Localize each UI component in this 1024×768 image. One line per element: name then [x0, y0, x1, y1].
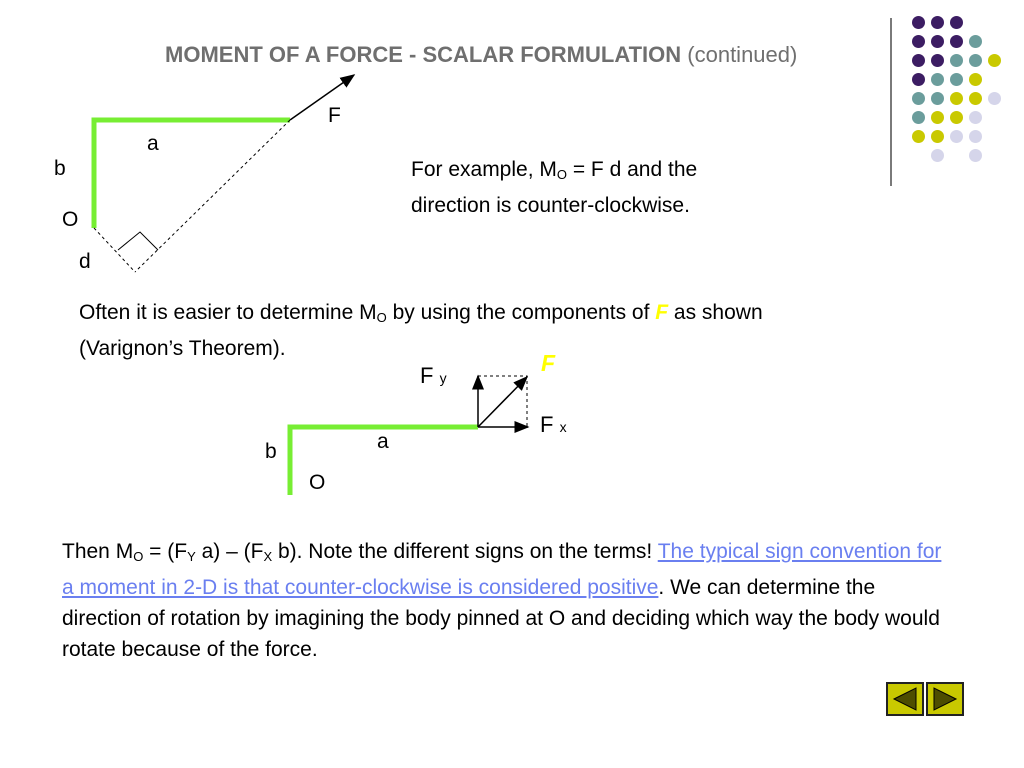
label-Fy-F: F	[420, 363, 434, 388]
decor-dot	[969, 149, 982, 162]
force-F-symbol: F	[655, 301, 669, 324]
concl-sub-x: X	[263, 549, 273, 564]
decor-dot	[931, 92, 944, 105]
concl-text-5: . We can determine the direction of rotation by imagining the body pinned at O and deciding which way the body would rotate because of the force.	[62, 576, 940, 661]
example-sub-o: O	[556, 167, 567, 182]
prev-slide-button[interactable]	[886, 682, 924, 716]
title-bold: MOMENT OF A FORCE - SCALAR FORMULATION	[165, 42, 682, 67]
label-O-2: O	[309, 471, 326, 494]
concl-text-2: = (F	[143, 540, 188, 563]
title-continued: (continued)	[687, 42, 798, 67]
decor-dot	[969, 54, 982, 67]
triangle-left-icon	[892, 686, 918, 712]
decor-dot	[912, 73, 925, 86]
label-b: b	[54, 157, 66, 180]
often-text-1: Often it is easier to determine M	[79, 301, 377, 324]
label-Fx	[540, 412, 567, 438]
conclusion-text	[62, 536, 952, 665]
label-O: O	[62, 208, 79, 231]
force-resultant-vector	[478, 377, 527, 427]
diagram-components	[0, 0, 600, 520]
label-F: F	[328, 104, 341, 127]
decor-dot	[988, 92, 1001, 105]
decor-dot	[931, 149, 944, 162]
concl-text-3: a) – (F	[195, 540, 264, 563]
decor-dot	[931, 73, 944, 86]
label-F-yellow-text: F	[541, 350, 556, 376]
triangle-right-icon	[932, 686, 958, 712]
decor-dot	[950, 92, 963, 105]
label-a: a	[147, 132, 159, 155]
concl-text-4: b). Note the different signs on the terms!	[272, 540, 658, 563]
decor-dot	[912, 54, 925, 67]
decor-dot	[950, 111, 963, 124]
decor-dot	[931, 111, 944, 124]
often-text-4: (Varignon’s Theorem).	[79, 337, 286, 360]
decor-dot	[969, 92, 982, 105]
decor-dot	[912, 111, 925, 124]
decor-dot	[969, 111, 982, 124]
decor-dot	[950, 73, 963, 86]
example-text-2: = F d and the	[567, 158, 698, 181]
label-Fy-sub: y	[439, 370, 447, 386]
label-Fx-sub: x	[559, 419, 567, 435]
decor-dot	[931, 35, 944, 48]
decor-dot	[950, 130, 963, 143]
label-d: d	[79, 250, 91, 273]
often-sub-o: O	[376, 310, 387, 325]
decor-dot	[950, 16, 963, 29]
decor-dot	[950, 54, 963, 67]
example-text-3: direction is counter-clockwise.	[411, 194, 690, 217]
often-text-3: as shown	[668, 301, 763, 324]
concl-sub-y: Y	[187, 549, 196, 564]
decor-dot	[912, 35, 925, 48]
decor-dot	[969, 130, 982, 143]
decor-dot	[969, 35, 982, 48]
decor-vertical-line	[890, 18, 892, 186]
decor-dot	[931, 16, 944, 29]
decor-dot	[931, 54, 944, 67]
label-F-yellow	[541, 350, 555, 377]
decor-dot	[912, 92, 925, 105]
often-text-2: by using the components of	[386, 301, 656, 324]
concl-text-1: Then M	[62, 540, 134, 563]
decor-dot	[950, 35, 963, 48]
label-Fy	[420, 363, 447, 389]
label-a-2: a	[377, 430, 389, 453]
label-Fx-F: F	[540, 412, 554, 437]
next-slide-button[interactable]	[926, 682, 964, 716]
label-b-2: b	[265, 440, 277, 463]
nav-buttons	[886, 682, 964, 716]
decor-dot	[988, 54, 1001, 67]
sign-convention-link[interactable]: The typical sign convention for a moment in 2-D is that counter-clockwise is considered positive	[62, 540, 942, 599]
concl-sub-o: O	[133, 549, 144, 564]
decor-dot	[912, 130, 925, 143]
decor-dot	[912, 16, 925, 29]
decor-dot	[931, 130, 944, 143]
example-text-1: For example, M	[411, 158, 557, 181]
decor-dot	[969, 73, 982, 86]
